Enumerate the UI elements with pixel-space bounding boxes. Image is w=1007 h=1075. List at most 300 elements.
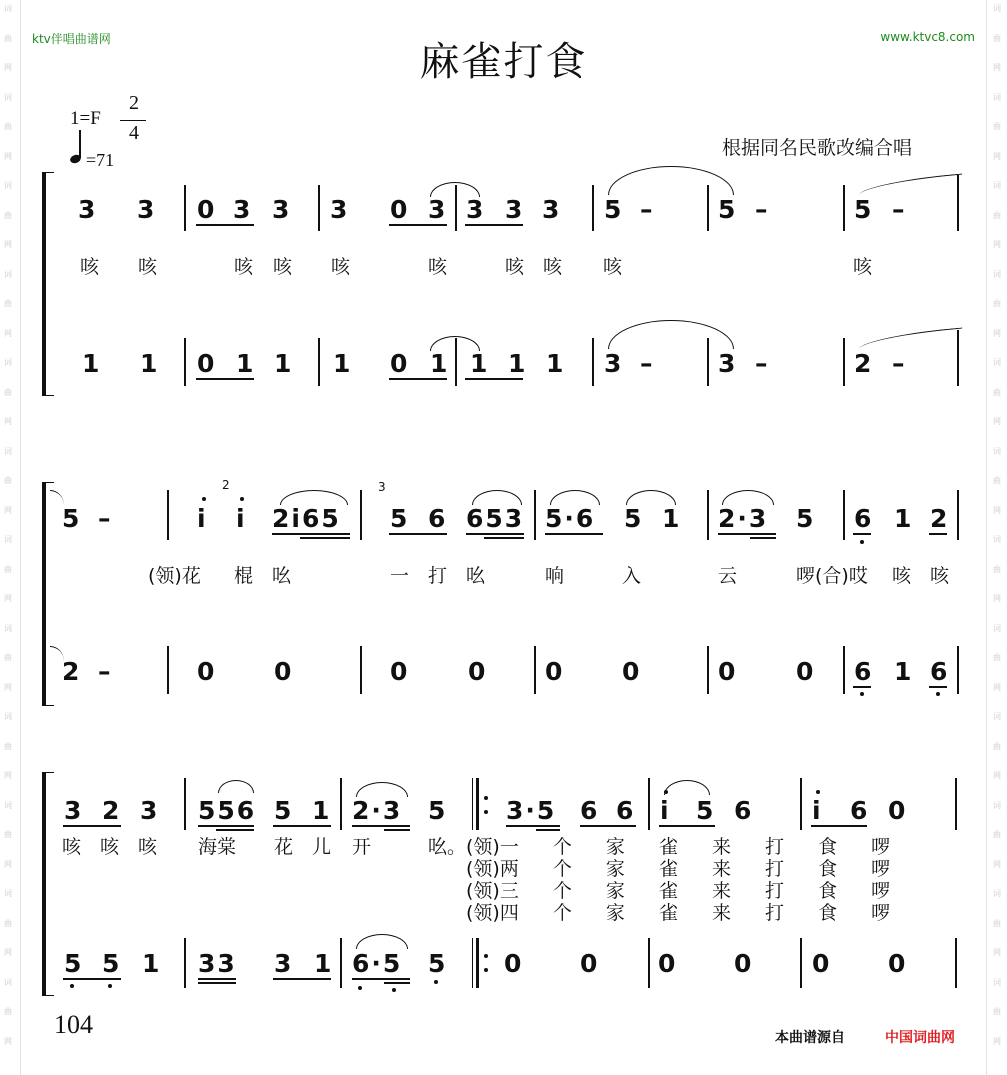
rest: 0	[888, 949, 908, 978]
underline-beam	[929, 686, 947, 688]
watermark-glyph: 网	[4, 505, 12, 515]
note: 6	[580, 796, 600, 825]
rest: 0	[545, 657, 565, 686]
note-group: 2·3	[352, 796, 403, 825]
note: 2	[854, 349, 874, 378]
source-label: 本曲谱源自	[775, 1030, 845, 1046]
rest: 0	[390, 657, 410, 686]
note: i	[236, 504, 247, 533]
slur	[356, 934, 408, 949]
watermark-glyph: 网	[4, 682, 12, 692]
barline	[534, 490, 536, 540]
watermark-glyph: 词	[4, 889, 12, 898]
tie-end	[50, 490, 64, 505]
watermark-glyph: 网	[993, 859, 1001, 869]
barline	[534, 646, 536, 694]
watermark-glyph: 词	[993, 358, 1001, 367]
slur	[626, 490, 676, 505]
repeat-dot	[484, 968, 488, 972]
rest: 0	[734, 949, 754, 978]
watermark-glyph: 词	[993, 92, 1001, 102]
barline	[843, 646, 845, 694]
watermark-glyph: 网	[993, 240, 1001, 249]
octave-dot-low	[936, 692, 940, 696]
octave-dot-low	[860, 692, 864, 696]
underline-beam	[216, 829, 254, 831]
barline	[648, 778, 650, 830]
note-group: 653	[466, 504, 525, 533]
underline-beam	[352, 978, 410, 980]
watermark-glyph: 词	[4, 92, 12, 102]
barline	[957, 490, 959, 540]
watermark-glyph: 曲	[4, 299, 12, 308]
rest: 0	[504, 949, 524, 978]
note: i	[660, 796, 671, 825]
dash: –	[892, 195, 907, 224]
note: 3	[137, 195, 157, 224]
system-brace	[42, 772, 54, 996]
arrangement-note: 根据同名民歌改编合唱	[721, 137, 912, 159]
note: 1	[314, 949, 334, 978]
watermark-glyph: 网	[4, 771, 12, 780]
note: 3	[78, 195, 98, 224]
note: 6	[734, 796, 754, 825]
dash: –	[98, 504, 113, 533]
watermark-glyph: 词	[993, 977, 1001, 987]
note: 1	[508, 349, 528, 378]
barline	[340, 778, 342, 830]
note: 2	[930, 504, 950, 533]
left-margin-watermark	[0, 0, 18, 1075]
watermark-glyph: 曲	[4, 830, 12, 839]
lyric: 响	[545, 565, 585, 587]
repeat-barline-thin	[472, 938, 473, 988]
underline-beam	[273, 978, 331, 980]
underline-beam	[484, 537, 524, 539]
lyric: 棍	[234, 565, 274, 587]
watermark-glyph: 曲	[993, 741, 1001, 751]
lyric: 咳	[543, 256, 583, 278]
note: 5	[64, 949, 84, 978]
note: 1	[546, 349, 566, 378]
barline	[843, 338, 845, 386]
verse-line: (领)四 个 家 雀 来 打 食 啰	[466, 902, 891, 924]
system-brace	[42, 482, 54, 706]
watermark-glyph: 网	[993, 151, 1001, 161]
watermark-glyph: 曲	[993, 210, 1001, 220]
note: 6	[616, 796, 636, 825]
note: 5	[274, 796, 294, 825]
watermark-glyph: 曲	[4, 741, 12, 751]
lyric: 打	[428, 565, 468, 587]
note-group: 2i65	[272, 504, 341, 533]
watermark-glyph: 网	[4, 594, 12, 603]
time-signature-top: 2	[129, 92, 139, 114]
watermark-glyph: 词	[4, 181, 12, 190]
lyric: 咳	[62, 836, 102, 858]
note: i	[197, 504, 208, 533]
slur	[472, 490, 522, 505]
watermark-glyph: 词	[4, 358, 12, 367]
verse-line: (领)一 个 家 雀 来 打 食 啰	[466, 836, 891, 858]
octave-dot-high	[202, 497, 206, 501]
watermark-glyph: 词	[4, 446, 12, 456]
watermark-glyph: 曲	[993, 918, 1001, 928]
note: 5	[624, 504, 644, 533]
watermark-glyph: 网	[993, 594, 1001, 603]
note: 1	[312, 796, 332, 825]
time-signature-line	[120, 120, 146, 121]
note: 3	[604, 349, 624, 378]
lyric: 咳	[80, 256, 120, 278]
note: i	[812, 796, 823, 825]
watermark-glyph: 网	[4, 948, 12, 957]
barline	[167, 646, 169, 694]
octave-dot-low	[392, 988, 396, 992]
barline	[707, 646, 709, 694]
lyric: 咳	[892, 565, 932, 587]
rest: 0	[888, 796, 908, 825]
underline-beam	[196, 224, 254, 226]
lyric: 咳	[603, 256, 643, 278]
note: 5	[718, 195, 738, 224]
barline	[318, 338, 320, 386]
watermark-glyph: 网	[993, 328, 1001, 338]
note: 3	[330, 195, 350, 224]
lyric: 咳	[138, 256, 178, 278]
watermark-glyph: 词	[993, 4, 1001, 13]
underline-beam	[750, 537, 776, 539]
rest: 0	[622, 657, 642, 686]
tempo-value: =71	[86, 150, 115, 170]
watermark-glyph: 词	[4, 4, 12, 13]
rest: 0	[718, 657, 738, 686]
dash: –	[640, 349, 655, 378]
octave-dot-high	[240, 497, 244, 501]
underline-beam	[300, 537, 350, 539]
underline-beam	[352, 825, 410, 827]
slur	[280, 490, 348, 505]
note: 2	[62, 657, 82, 686]
underline-beam	[811, 825, 867, 827]
note: 6	[850, 796, 870, 825]
repeat-dot	[484, 796, 488, 800]
underline-beam	[198, 825, 254, 827]
note: 6	[428, 504, 448, 533]
watermark-glyph: 曲	[993, 33, 1001, 43]
barline	[184, 778, 186, 830]
note-group: 2·3	[718, 504, 769, 533]
lyric: 咳	[428, 256, 468, 278]
note: 6	[854, 657, 874, 686]
note: 1	[274, 349, 294, 378]
watermark-glyph: 曲	[993, 299, 1001, 308]
lyric: 花	[274, 836, 314, 858]
note: 5	[604, 195, 624, 224]
verse-line: (领)两 个 家 雀 来 打 食 啰	[466, 858, 891, 880]
repeat-barline-thin	[472, 778, 473, 830]
underline-beam	[389, 533, 447, 535]
watermark-glyph: 词	[4, 977, 12, 987]
watermark-glyph: 网	[993, 948, 1001, 957]
watermark-glyph: 网	[993, 505, 1001, 515]
left-margin-line	[20, 0, 21, 1075]
note: 6	[930, 657, 950, 686]
barline	[707, 490, 709, 540]
watermark-glyph: 曲	[4, 476, 12, 485]
watermark-glyph: 曲	[4, 387, 12, 397]
grace-note: 2	[222, 478, 230, 492]
note: 5	[428, 796, 448, 825]
key-signature: 1=F	[70, 108, 101, 129]
dash: –	[755, 195, 770, 224]
lyric: 入	[622, 565, 662, 587]
octave-dot-low	[434, 980, 438, 984]
rest: 0	[796, 657, 816, 686]
note: 0	[390, 349, 410, 378]
watermark-glyph: 网	[4, 240, 12, 249]
lyric: 咳	[273, 256, 313, 278]
tie-continue	[858, 173, 964, 195]
underline-beam	[545, 533, 603, 535]
underline-beam	[272, 533, 350, 535]
note-group: 33	[198, 949, 237, 978]
note-group: 6·5	[352, 949, 403, 978]
lyric: 开	[352, 836, 392, 858]
rest: 0	[812, 949, 832, 978]
source-link[interactable]: 中国词曲网	[885, 1030, 955, 1046]
watermark-glyph: 词	[993, 712, 1001, 721]
underline-beam	[273, 825, 331, 827]
rest: 0	[468, 657, 488, 686]
watermark-glyph: 词	[993, 181, 1001, 190]
note: 5	[102, 949, 122, 978]
note-group: 5·6	[545, 504, 596, 533]
barline	[340, 938, 342, 988]
watermark-glyph: 网	[4, 859, 12, 869]
watermark-glyph: 曲	[993, 1007, 1001, 1016]
watermark-glyph: 曲	[993, 476, 1001, 485]
watermark-glyph: 词	[993, 800, 1001, 810]
note: 5	[796, 504, 816, 533]
underline-beam	[506, 825, 560, 827]
barline	[167, 490, 169, 540]
site-left-link[interactable]: ktv伴唱曲谱网	[32, 32, 111, 46]
barline	[592, 338, 594, 386]
dash: –	[755, 349, 770, 378]
watermark-glyph: 词	[4, 535, 12, 544]
note: 1	[333, 349, 353, 378]
note: 1	[142, 949, 162, 978]
watermark-glyph: 网	[4, 63, 12, 72]
note: 3	[428, 195, 448, 224]
barline	[800, 778, 802, 830]
underline-beam	[466, 533, 524, 535]
note: 0	[197, 195, 217, 224]
note: 5	[428, 949, 448, 978]
barline	[184, 938, 186, 988]
watermark-glyph: 词	[4, 623, 12, 633]
tie	[608, 320, 734, 349]
note: 3	[542, 195, 562, 224]
note: 1	[470, 349, 490, 378]
rest: 0	[580, 949, 600, 978]
grace-note: 3	[378, 480, 386, 494]
note: 1	[236, 349, 256, 378]
dash: –	[98, 657, 113, 686]
barline	[318, 185, 320, 231]
lyric: 儿	[312, 836, 352, 858]
note: 2	[102, 796, 122, 825]
watermark-glyph: 词	[993, 446, 1001, 456]
note: 0	[390, 195, 410, 224]
watermark-glyph: 词	[4, 269, 12, 279]
underline-beam	[718, 533, 776, 535]
repeat-barline-thick	[476, 778, 479, 830]
note: 3	[64, 796, 84, 825]
watermark-glyph: 词	[993, 269, 1001, 279]
note: 3	[505, 195, 525, 224]
watermark-glyph: 曲	[4, 33, 12, 43]
barline	[184, 185, 186, 231]
note: 5	[854, 195, 874, 224]
underline-beam	[659, 825, 715, 827]
barline	[800, 938, 802, 988]
underline-beam	[384, 982, 410, 984]
barline	[360, 490, 362, 540]
watermark-glyph: 网	[993, 1036, 1001, 1046]
note: 1	[140, 349, 160, 378]
lyric: 咳	[100, 836, 140, 858]
note: 1	[82, 349, 102, 378]
lyric: 咳	[505, 256, 545, 278]
watermark-glyph: 词	[993, 535, 1001, 544]
watermark-glyph: 曲	[993, 830, 1001, 839]
page-title: 麻雀打食	[419, 39, 588, 85]
watermark-glyph: 网	[4, 417, 12, 426]
octave-dot-low	[358, 986, 362, 990]
lyric: 云	[718, 565, 758, 587]
barline	[955, 938, 957, 988]
lyric: (领)花	[148, 565, 201, 587]
watermark-glyph: 网	[993, 417, 1001, 426]
watermark-glyph: 网	[4, 151, 12, 161]
note: 6	[854, 504, 874, 533]
slur	[550, 490, 600, 505]
rest: 0	[658, 949, 678, 978]
watermark-glyph: 曲	[4, 210, 12, 220]
underline-beam	[929, 533, 947, 535]
slur	[722, 490, 774, 505]
repeat-barline-thick	[476, 938, 479, 988]
note-group: 556	[198, 796, 257, 825]
octave-dot-high	[816, 790, 820, 794]
note: 3	[466, 195, 486, 224]
note: 1	[894, 504, 914, 533]
watermark-glyph: 词	[993, 889, 1001, 898]
note: 3	[274, 949, 294, 978]
barline	[648, 938, 650, 988]
underline-beam	[196, 378, 254, 380]
note: 5	[696, 796, 716, 825]
verse-line: (领)三 个 家 雀 来 打 食 啰	[466, 880, 891, 902]
watermark-glyph: 网	[4, 328, 12, 338]
watermark-glyph: 网	[4, 1036, 12, 1046]
watermark-glyph: 曲	[993, 387, 1001, 397]
right-margin-line	[986, 0, 987, 1075]
slur	[664, 780, 710, 795]
rest: 0	[274, 657, 294, 686]
underline-beam	[63, 825, 121, 827]
underline-beam	[389, 378, 447, 380]
watermark-glyph: 网	[993, 682, 1001, 692]
site-right-link[interactable]: www.ktvc8.com	[880, 30, 975, 44]
underline-beam	[536, 829, 560, 831]
repeat-dot	[484, 810, 488, 814]
note: 5	[390, 504, 410, 533]
barline	[955, 778, 957, 830]
underline-beam	[853, 686, 871, 688]
watermark-glyph: 曲	[4, 564, 12, 574]
note-group: 3·5	[506, 796, 557, 825]
dash: –	[892, 349, 907, 378]
barline	[957, 646, 959, 694]
time-signature-bottom: 4	[129, 122, 139, 144]
slur	[218, 780, 254, 793]
underline-beam	[389, 224, 447, 226]
octave-dot-low	[860, 540, 864, 544]
underline-beam	[465, 224, 523, 226]
watermark-glyph: 曲	[993, 564, 1001, 574]
octave-dot-low	[108, 984, 112, 988]
barline	[592, 185, 594, 231]
watermark-glyph: 曲	[993, 653, 1001, 662]
watermark-glyph: 曲	[4, 918, 12, 928]
rest: 0	[197, 657, 217, 686]
dash: –	[640, 195, 655, 224]
lyric: 吆	[272, 565, 312, 587]
note: 1	[894, 657, 914, 686]
lyric: 咳	[234, 256, 274, 278]
underline-beam	[465, 378, 523, 380]
barline	[360, 646, 362, 694]
system-brace	[42, 172, 54, 396]
note: 5	[62, 504, 82, 533]
tempo-note-stem	[79, 130, 81, 158]
watermark-glyph: 词	[4, 712, 12, 721]
watermark-glyph: 曲	[4, 1007, 12, 1016]
underline-beam	[384, 829, 410, 831]
note: 3	[140, 796, 160, 825]
watermark-glyph: 曲	[4, 653, 12, 662]
note: 1	[430, 349, 450, 378]
lyric: 一	[390, 565, 430, 587]
repeat-dot	[484, 954, 488, 958]
watermark-glyph: 词	[4, 800, 12, 810]
lyric: 咳	[930, 565, 970, 587]
lyric: 啰(合)哎	[796, 565, 868, 587]
lyric: 吆	[466, 565, 506, 587]
tie	[608, 166, 734, 195]
watermark-glyph: 词	[993, 623, 1001, 633]
note: 3	[233, 195, 253, 224]
barline	[843, 185, 845, 231]
right-margin-watermark	[989, 0, 1007, 1075]
barline	[184, 338, 186, 386]
lyric: 咳	[138, 836, 178, 858]
watermark-glyph: 曲	[993, 122, 1001, 131]
lyric: 咳	[853, 256, 893, 278]
